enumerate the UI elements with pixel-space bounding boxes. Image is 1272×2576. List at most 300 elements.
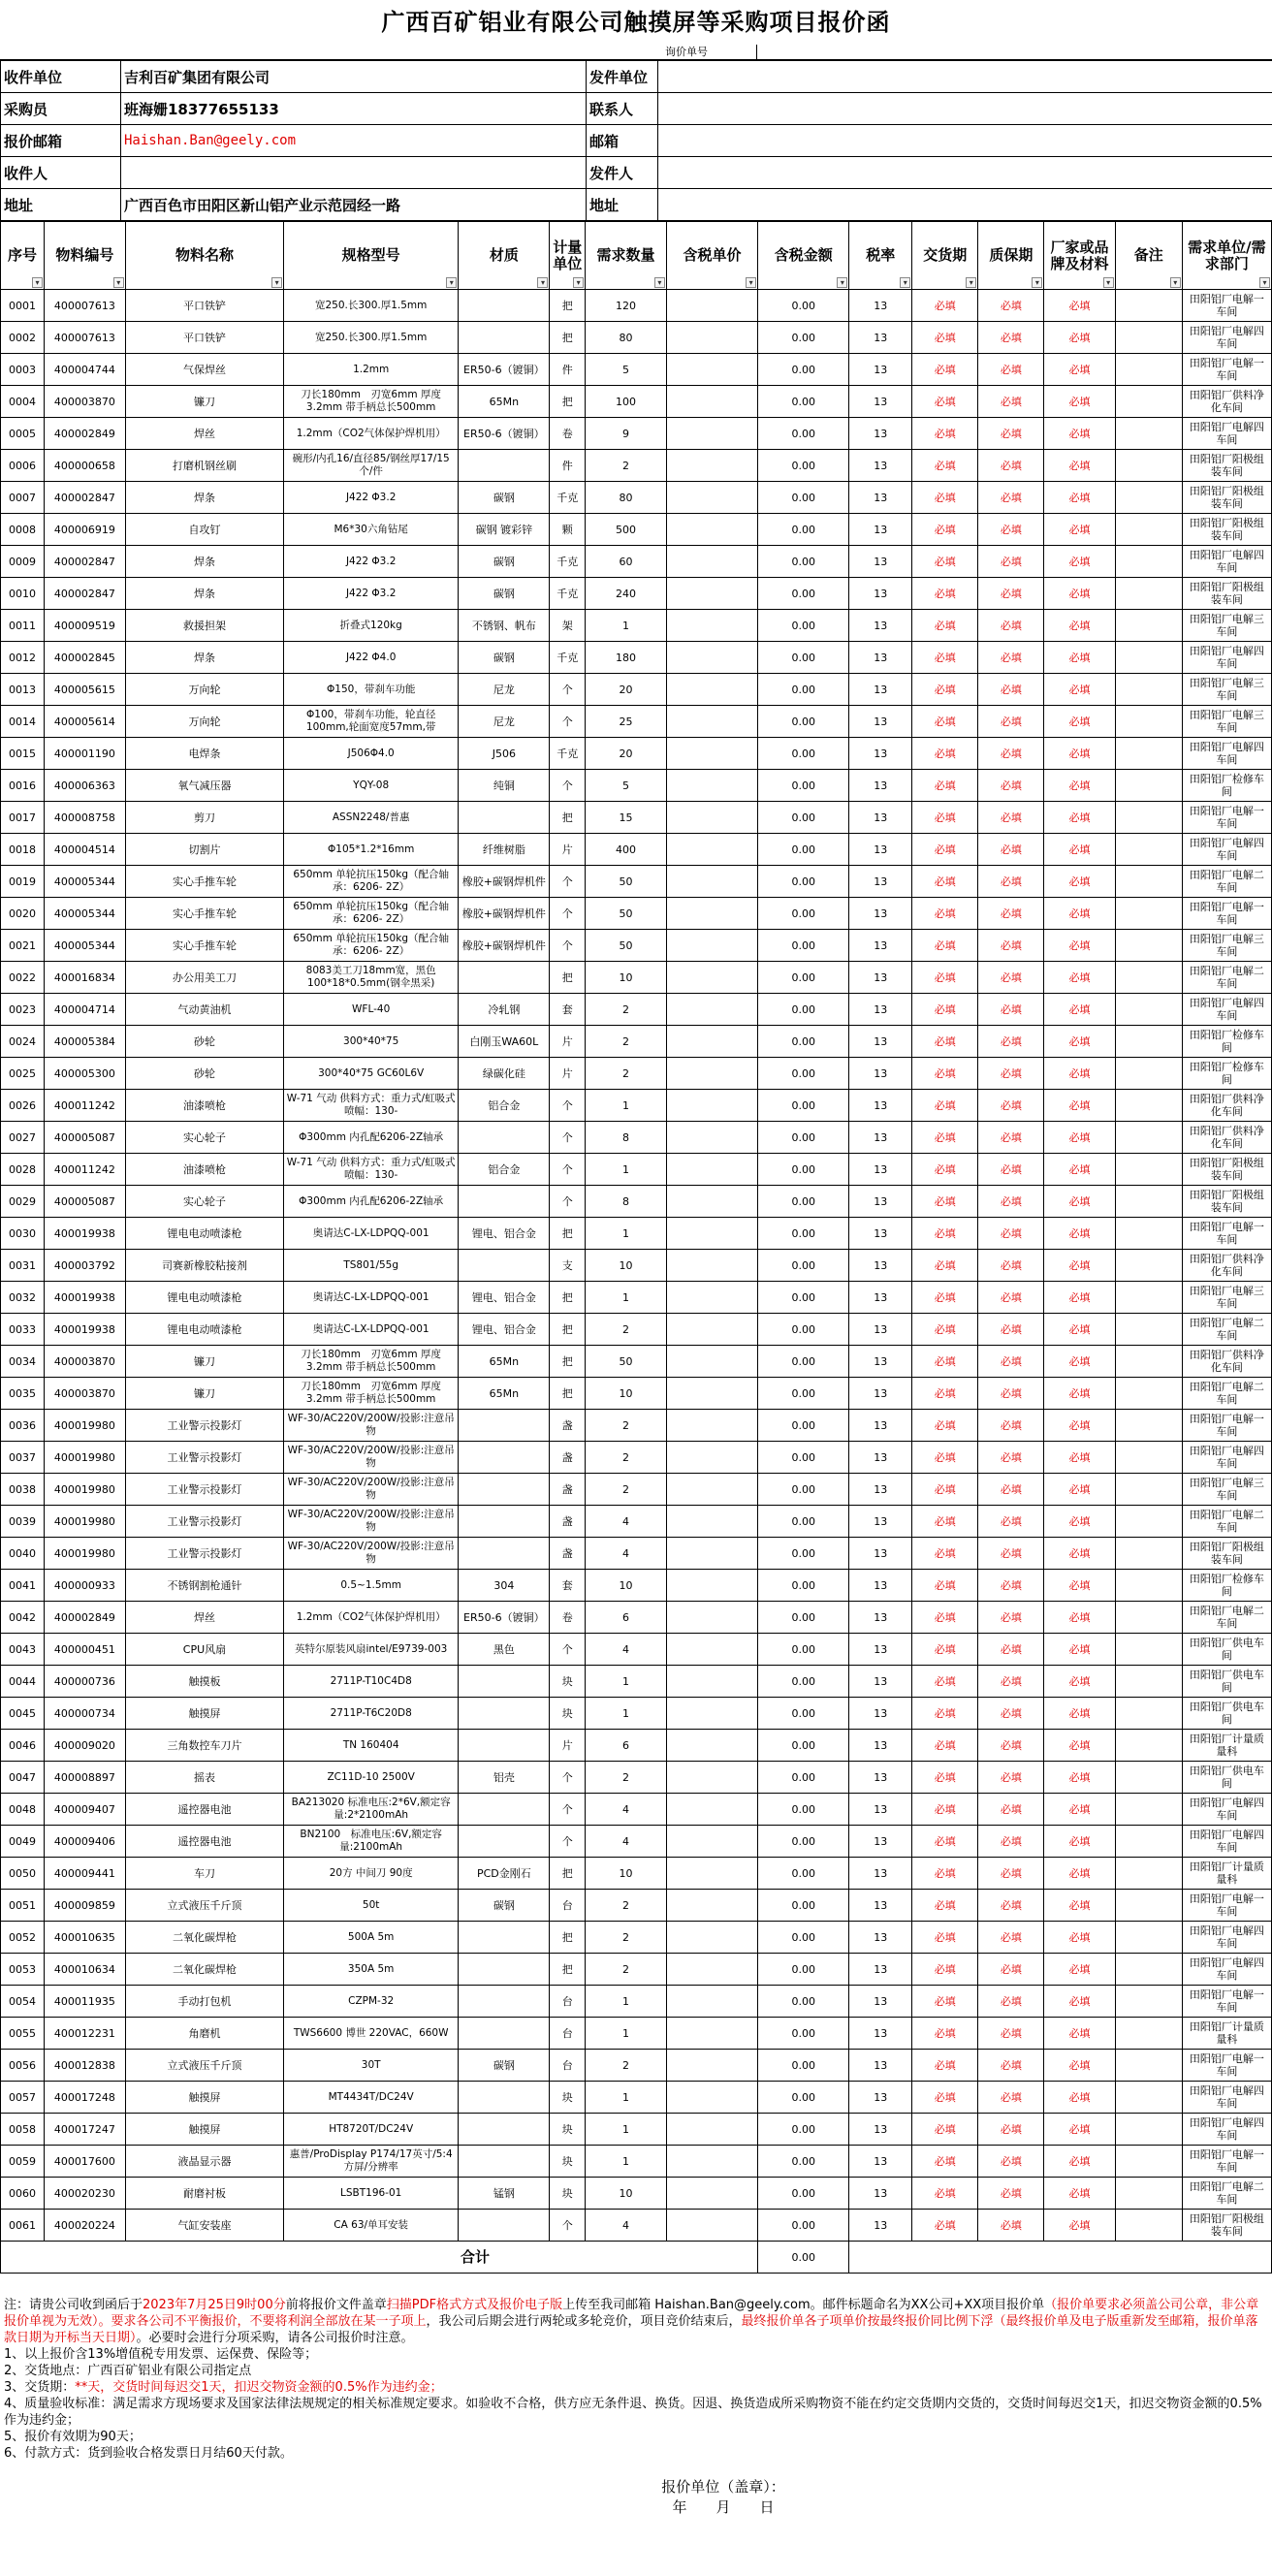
delivery-cell[interactable]: 必填	[912, 2210, 978, 2242]
unit-price-cell[interactable]	[666, 1410, 757, 1442]
filter-dropdown-icon[interactable]: ▾	[573, 277, 584, 288]
warranty-cell[interactable]: 必填	[978, 674, 1044, 706]
brand-cell[interactable]: 必填	[1044, 1634, 1115, 1666]
warranty-cell[interactable]: 必填	[978, 2114, 1044, 2146]
delivery-cell[interactable]: 必填	[912, 418, 978, 450]
filter-dropdown-icon[interactable]: ▾	[1259, 277, 1270, 288]
delivery-cell[interactable]: 必填	[912, 578, 978, 610]
unit-price-cell[interactable]	[666, 1058, 757, 1090]
delivery-cell[interactable]: 必填	[912, 674, 978, 706]
unit-price-cell[interactable]	[666, 1954, 757, 1986]
delivery-cell[interactable]: 必填	[912, 1378, 978, 1410]
brand-cell[interactable]: 必填	[1044, 1122, 1115, 1154]
remark-cell[interactable]	[1115, 546, 1182, 578]
warranty-cell[interactable]: 必填	[978, 418, 1044, 450]
remark-cell[interactable]	[1115, 610, 1182, 642]
remark-cell[interactable]	[1115, 1026, 1182, 1058]
remark-cell[interactable]	[1115, 866, 1182, 898]
remark-cell[interactable]	[1115, 2018, 1182, 2050]
delivery-cell[interactable]: 必填	[912, 802, 978, 834]
brand-cell[interactable]: 必填	[1044, 610, 1115, 642]
warranty-cell[interactable]: 必填	[978, 1346, 1044, 1378]
warranty-cell[interactable]: 必填	[978, 1890, 1044, 1922]
remark-cell[interactable]	[1115, 898, 1182, 930]
unit-price-cell[interactable]	[666, 1602, 757, 1634]
unit-price-cell[interactable]	[666, 642, 757, 674]
warranty-cell[interactable]: 必填	[978, 1730, 1044, 1762]
delivery-cell[interactable]: 必填	[912, 322, 978, 354]
brand-cell[interactable]: 必填	[1044, 1602, 1115, 1634]
remark-cell[interactable]	[1115, 1410, 1182, 1442]
delivery-cell[interactable]: 必填	[912, 1122, 978, 1154]
brand-cell[interactable]: 必填	[1044, 802, 1115, 834]
brand-cell[interactable]: 必填	[1044, 1314, 1115, 1346]
remark-cell[interactable]	[1115, 1314, 1182, 1346]
remark-cell[interactable]	[1115, 1922, 1182, 1954]
remark-cell[interactable]	[1115, 1474, 1182, 1506]
remark-cell[interactable]	[1115, 1794, 1182, 1826]
unit-price-cell[interactable]	[666, 1570, 757, 1602]
remark-cell[interactable]	[1115, 386, 1182, 418]
filter-dropdown-icon[interactable]: ▾	[654, 277, 665, 288]
delivery-cell[interactable]: 必填	[912, 1858, 978, 1890]
warranty-cell[interactable]: 必填	[978, 642, 1044, 674]
brand-cell[interactable]: 必填	[1044, 1666, 1115, 1698]
unit-price-cell[interactable]	[666, 1090, 757, 1122]
delivery-cell[interactable]: 必填	[912, 1346, 978, 1378]
unit-price-cell[interactable]	[666, 450, 757, 482]
delivery-cell[interactable]: 必填	[912, 1506, 978, 1538]
brand-cell[interactable]: 必填	[1044, 1282, 1115, 1314]
delivery-cell[interactable]: 必填	[912, 1922, 978, 1954]
brand-cell[interactable]: 必填	[1044, 1570, 1115, 1602]
brand-cell[interactable]: 必填	[1044, 1538, 1115, 1570]
delivery-cell[interactable]: 必填	[912, 482, 978, 514]
brand-cell[interactable]: 必填	[1044, 1698, 1115, 1730]
remark-cell[interactable]	[1115, 1634, 1182, 1666]
remark-cell[interactable]	[1115, 1762, 1182, 1794]
unit-price-cell[interactable]	[666, 418, 757, 450]
delivery-cell[interactable]: 必填	[912, 1634, 978, 1666]
remark-cell[interactable]	[1115, 2210, 1182, 2242]
brand-cell[interactable]: 必填	[1044, 1506, 1115, 1538]
remark-cell[interactable]	[1115, 1058, 1182, 1090]
brand-cell[interactable]: 必填	[1044, 290, 1115, 322]
remark-cell[interactable]	[1115, 1250, 1182, 1282]
brand-cell[interactable]: 必填	[1044, 770, 1115, 802]
column-header[interactable]	[1, 222, 45, 290]
unit-price-cell[interactable]	[666, 866, 757, 898]
unit-price-cell[interactable]	[666, 1922, 757, 1954]
warranty-cell[interactable]: 必填	[978, 962, 1044, 994]
warranty-cell[interactable]: 必填	[978, 578, 1044, 610]
unit-price-cell[interactable]	[666, 706, 757, 738]
unit-price-cell[interactable]	[666, 514, 757, 546]
remark-cell[interactable]	[1115, 2178, 1182, 2210]
remark-cell[interactable]	[1115, 1570, 1182, 1602]
delivery-cell[interactable]: 必填	[912, 994, 978, 1026]
column-header[interactable]	[1182, 222, 1271, 290]
remark-cell[interactable]	[1115, 802, 1182, 834]
delivery-cell[interactable]: 必填	[912, 2114, 978, 2146]
unit-price-cell[interactable]	[666, 802, 757, 834]
unit-price-cell[interactable]	[666, 1282, 757, 1314]
filter-dropdown-icon[interactable]: ▾	[446, 277, 457, 288]
brand-cell[interactable]: 必填	[1044, 1762, 1115, 1794]
delivery-cell[interactable]: 必填	[912, 1186, 978, 1218]
unit-price-cell[interactable]	[666, 2146, 757, 2178]
delivery-cell[interactable]: 必填	[912, 1730, 978, 1762]
delivery-cell[interactable]: 必填	[912, 450, 978, 482]
delivery-cell[interactable]: 必填	[912, 1954, 978, 1986]
unit-price-cell[interactable]	[666, 834, 757, 866]
brand-cell[interactable]: 必填	[1044, 418, 1115, 450]
unit-price-cell[interactable]	[666, 354, 757, 386]
remark-cell[interactable]	[1115, 2114, 1182, 2146]
brand-cell[interactable]: 必填	[1044, 1922, 1115, 1954]
sender-value[interactable]	[658, 157, 1272, 189]
filter-dropdown-icon[interactable]: ▾	[1032, 277, 1042, 288]
unit-price-cell[interactable]	[666, 994, 757, 1026]
delivery-cell[interactable]: 必填	[912, 1282, 978, 1314]
warranty-cell[interactable]: 必填	[978, 1186, 1044, 1218]
warranty-cell[interactable]: 必填	[978, 1314, 1044, 1346]
remark-cell[interactable]	[1115, 1698, 1182, 1730]
delivery-cell[interactable]: 必填	[912, 514, 978, 546]
warranty-cell[interactable]: 必填	[978, 1218, 1044, 1250]
remark-cell[interactable]	[1115, 1218, 1182, 1250]
brand-cell[interactable]: 必填	[1044, 674, 1115, 706]
remark-cell[interactable]	[1115, 1122, 1182, 1154]
column-header[interactable]	[912, 222, 978, 290]
remark-cell[interactable]	[1115, 322, 1182, 354]
unit-price-cell[interactable]	[666, 1346, 757, 1378]
column-header[interactable]	[1044, 222, 1115, 290]
remark-cell[interactable]	[1115, 994, 1182, 1026]
brand-cell[interactable]: 必填	[1044, 1090, 1115, 1122]
warranty-cell[interactable]: 必填	[978, 354, 1044, 386]
column-header[interactable]	[284, 222, 459, 290]
warranty-cell[interactable]: 必填	[978, 450, 1044, 482]
warranty-cell[interactable]: 必填	[978, 610, 1044, 642]
delivery-cell[interactable]: 必填	[912, 2082, 978, 2114]
remark-cell[interactable]	[1115, 418, 1182, 450]
brand-cell[interactable]: 必填	[1044, 1986, 1115, 2018]
warranty-cell[interactable]: 必填	[978, 1762, 1044, 1794]
remark-cell[interactable]	[1115, 1730, 1182, 1762]
filter-dropdown-icon[interactable]: ▾	[537, 277, 548, 288]
remark-cell[interactable]	[1115, 1090, 1182, 1122]
brand-cell[interactable]: 必填	[1044, 1730, 1115, 1762]
unit-price-cell[interactable]	[666, 1378, 757, 1410]
brand-cell[interactable]: 必填	[1044, 866, 1115, 898]
column-header[interactable]	[45, 222, 126, 290]
delivery-cell[interactable]: 必填	[912, 1794, 978, 1826]
unit-price-cell[interactable]	[666, 2050, 757, 2082]
column-header[interactable]	[849, 222, 912, 290]
contact-value[interactable]	[658, 93, 1272, 125]
delivery-cell[interactable]: 必填	[912, 1026, 978, 1058]
warranty-cell[interactable]: 必填	[978, 706, 1044, 738]
warranty-cell[interactable]: 必填	[978, 1090, 1044, 1122]
warranty-cell[interactable]: 必填	[978, 1602, 1044, 1634]
unit-price-cell[interactable]	[666, 1986, 757, 2018]
unit-price-cell[interactable]	[666, 1186, 757, 1218]
filter-dropdown-icon[interactable]: ▾	[32, 277, 43, 288]
warranty-cell[interactable]: 必填	[978, 802, 1044, 834]
unit-price-cell[interactable]	[666, 898, 757, 930]
column-header[interactable]	[758, 222, 849, 290]
brand-cell[interactable]: 必填	[1044, 546, 1115, 578]
warranty-cell[interactable]: 必填	[978, 1474, 1044, 1506]
remark-cell[interactable]	[1115, 1442, 1182, 1474]
warranty-cell[interactable]: 必填	[978, 2146, 1044, 2178]
brand-cell[interactable]: 必填	[1044, 1026, 1115, 1058]
remark-cell[interactable]	[1115, 1858, 1182, 1890]
warranty-cell[interactable]: 必填	[978, 322, 1044, 354]
remark-cell[interactable]	[1115, 1602, 1182, 1634]
brand-cell[interactable]: 必填	[1044, 930, 1115, 962]
remark-cell[interactable]	[1115, 674, 1182, 706]
delivery-cell[interactable]: 必填	[912, 1218, 978, 1250]
warranty-cell[interactable]: 必填	[978, 1026, 1044, 1058]
column-header[interactable]	[1115, 222, 1182, 290]
brand-cell[interactable]: 必填	[1044, 482, 1115, 514]
unit-price-cell[interactable]	[666, 1122, 757, 1154]
delivery-cell[interactable]: 必填	[912, 1890, 978, 1922]
unit-price-cell[interactable]	[666, 738, 757, 770]
filter-dropdown-icon[interactable]: ▾	[746, 277, 756, 288]
warranty-cell[interactable]: 必填	[978, 738, 1044, 770]
address-value[interactable]: 广西百色市田阳区新山铝产业示范园经一路	[121, 189, 587, 221]
brand-cell[interactable]: 必填	[1044, 642, 1115, 674]
remark-cell[interactable]	[1115, 482, 1182, 514]
delivery-cell[interactable]: 必填	[912, 930, 978, 962]
warranty-cell[interactable]: 必填	[978, 2018, 1044, 2050]
unit-price-cell[interactable]	[666, 962, 757, 994]
buyer-value[interactable]: 班海姗18377655133	[121, 93, 587, 125]
warranty-cell[interactable]: 必填	[978, 898, 1044, 930]
unit-price-cell[interactable]	[666, 482, 757, 514]
column-header[interactable]	[550, 222, 586, 290]
column-header[interactable]	[978, 222, 1044, 290]
unit-price-cell[interactable]	[666, 1698, 757, 1730]
remark-cell[interactable]	[1115, 1954, 1182, 1986]
receiver-value[interactable]	[121, 157, 587, 189]
delivery-cell[interactable]: 必填	[912, 706, 978, 738]
mailbox-value[interactable]	[658, 125, 1272, 157]
unit-price-cell[interactable]	[666, 2082, 757, 2114]
brand-cell[interactable]: 必填	[1044, 2210, 1115, 2242]
remark-cell[interactable]	[1115, 1826, 1182, 1858]
warranty-cell[interactable]: 必填	[978, 546, 1044, 578]
warranty-cell[interactable]: 必填	[978, 1794, 1044, 1826]
column-header[interactable]	[666, 222, 757, 290]
unit-price-cell[interactable]	[666, 1474, 757, 1506]
brand-cell[interactable]: 必填	[1044, 1250, 1115, 1282]
warranty-cell[interactable]: 必填	[978, 2082, 1044, 2114]
filter-dropdown-icon[interactable]: ▾	[271, 277, 282, 288]
quote-number-field[interactable]	[756, 45, 1272, 59]
remark-cell[interactable]	[1115, 1282, 1182, 1314]
warranty-cell[interactable]: 必填	[978, 1858, 1044, 1890]
warranty-cell[interactable]: 必填	[978, 1698, 1044, 1730]
delivery-cell[interactable]: 必填	[912, 1474, 978, 1506]
warranty-cell[interactable]: 必填	[978, 386, 1044, 418]
brand-cell[interactable]: 必填	[1044, 706, 1115, 738]
delivery-cell[interactable]: 必填	[912, 1154, 978, 1186]
unit-price-cell[interactable]	[666, 1794, 757, 1826]
remark-cell[interactable]	[1115, 1346, 1182, 1378]
remark-cell[interactable]	[1115, 1154, 1182, 1186]
unit-price-cell[interactable]	[666, 1506, 757, 1538]
brand-cell[interactable]: 必填	[1044, 514, 1115, 546]
brand-cell[interactable]: 必填	[1044, 1442, 1115, 1474]
warranty-cell[interactable]: 必填	[978, 1058, 1044, 1090]
warranty-cell[interactable]: 必填	[978, 482, 1044, 514]
unit-price-cell[interactable]	[666, 1634, 757, 1666]
delivery-cell[interactable]: 必填	[912, 866, 978, 898]
delivery-cell[interactable]: 必填	[912, 2178, 978, 2210]
unit-price-cell[interactable]	[666, 1314, 757, 1346]
delivery-cell[interactable]: 必填	[912, 1666, 978, 1698]
delivery-cell[interactable]: 必填	[912, 1314, 978, 1346]
delivery-cell[interactable]: 必填	[912, 1058, 978, 1090]
unit-price-cell[interactable]	[666, 1154, 757, 1186]
remark-cell[interactable]	[1115, 2146, 1182, 2178]
delivery-cell[interactable]: 必填	[912, 1410, 978, 1442]
warranty-cell[interactable]: 必填	[978, 2050, 1044, 2082]
warranty-cell[interactable]: 必填	[978, 1634, 1044, 1666]
warranty-cell[interactable]: 必填	[978, 834, 1044, 866]
unit-price-cell[interactable]	[666, 1218, 757, 1250]
warranty-cell[interactable]: 必填	[978, 2210, 1044, 2242]
brand-cell[interactable]: 必填	[1044, 450, 1115, 482]
warranty-cell[interactable]: 必填	[978, 770, 1044, 802]
unit-price-cell[interactable]	[666, 2210, 757, 2242]
brand-cell[interactable]: 必填	[1044, 322, 1115, 354]
unit-price-cell[interactable]	[666, 1890, 757, 1922]
brand-cell[interactable]: 必填	[1044, 1954, 1115, 1986]
brand-cell[interactable]: 必填	[1044, 354, 1115, 386]
warranty-cell[interactable]: 必填	[978, 930, 1044, 962]
delivery-cell[interactable]: 必填	[912, 642, 978, 674]
brand-cell[interactable]: 必填	[1044, 898, 1115, 930]
unit-price-cell[interactable]	[666, 1762, 757, 1794]
unit-price-cell[interactable]	[666, 610, 757, 642]
delivery-cell[interactable]: 必填	[912, 1090, 978, 1122]
warranty-cell[interactable]: 必填	[978, 1506, 1044, 1538]
warranty-cell[interactable]: 必填	[978, 1826, 1044, 1858]
brand-cell[interactable]: 必填	[1044, 1218, 1115, 1250]
unit-price-cell[interactable]	[666, 2178, 757, 2210]
warranty-cell[interactable]: 必填	[978, 1986, 1044, 2018]
warranty-cell[interactable]: 必填	[978, 1922, 1044, 1954]
column-header[interactable]	[586, 222, 667, 290]
brand-cell[interactable]: 必填	[1044, 578, 1115, 610]
delivery-cell[interactable]: 必填	[912, 962, 978, 994]
brand-cell[interactable]: 必填	[1044, 1858, 1115, 1890]
delivery-cell[interactable]: 必填	[912, 610, 978, 642]
brand-cell[interactable]: 必填	[1044, 2114, 1115, 2146]
brand-cell[interactable]: 必填	[1044, 1346, 1115, 1378]
delivery-cell[interactable]: 必填	[912, 2018, 978, 2050]
brand-cell[interactable]: 必填	[1044, 1378, 1115, 1410]
column-header[interactable]	[125, 222, 283, 290]
warranty-cell[interactable]: 必填	[978, 514, 1044, 546]
remark-cell[interactable]	[1115, 930, 1182, 962]
sender-unit-value[interactable]	[658, 61, 1272, 93]
receiver-unit-value[interactable]: 吉利百矿集团有限公司	[121, 61, 587, 93]
delivery-cell[interactable]: 必填	[912, 2146, 978, 2178]
brand-cell[interactable]: 必填	[1044, 1154, 1115, 1186]
brand-cell[interactable]: 必填	[1044, 2018, 1115, 2050]
unit-price-cell[interactable]	[666, 2018, 757, 2050]
remark-cell[interactable]	[1115, 738, 1182, 770]
brand-cell[interactable]: 必填	[1044, 1058, 1115, 1090]
brand-cell[interactable]: 必填	[1044, 962, 1115, 994]
unit-price-cell[interactable]	[666, 322, 757, 354]
delivery-cell[interactable]: 必填	[912, 546, 978, 578]
brand-cell[interactable]: 必填	[1044, 1890, 1115, 1922]
warranty-cell[interactable]: 必填	[978, 2178, 1044, 2210]
remark-cell[interactable]	[1115, 834, 1182, 866]
warranty-cell[interactable]: 必填	[978, 1954, 1044, 1986]
brand-cell[interactable]: 必填	[1044, 1186, 1115, 1218]
remark-cell[interactable]	[1115, 1186, 1182, 1218]
brand-cell[interactable]: 必填	[1044, 1474, 1115, 1506]
remark-cell[interactable]	[1115, 2050, 1182, 2082]
warranty-cell[interactable]: 必填	[978, 1282, 1044, 1314]
warranty-cell[interactable]: 必填	[978, 866, 1044, 898]
column-header[interactable]	[459, 222, 550, 290]
remark-cell[interactable]	[1115, 1666, 1182, 1698]
filter-dropdown-icon[interactable]: ▾	[113, 277, 124, 288]
delivery-cell[interactable]: 必填	[912, 1602, 978, 1634]
remark-cell[interactable]	[1115, 578, 1182, 610]
unit-price-cell[interactable]	[666, 1026, 757, 1058]
address2-value[interactable]	[658, 189, 1272, 221]
filter-dropdown-icon[interactable]: ▾	[837, 277, 847, 288]
remark-cell[interactable]	[1115, 290, 1182, 322]
delivery-cell[interactable]: 必填	[912, 290, 978, 322]
unit-price-cell[interactable]	[666, 2114, 757, 2146]
remark-cell[interactable]	[1115, 450, 1182, 482]
unit-price-cell[interactable]	[666, 1858, 757, 1890]
brand-cell[interactable]: 必填	[1044, 2178, 1115, 2210]
filter-dropdown-icon[interactable]: ▾	[966, 277, 976, 288]
warranty-cell[interactable]: 必填	[978, 290, 1044, 322]
unit-price-cell[interactable]	[666, 930, 757, 962]
delivery-cell[interactable]: 必填	[912, 386, 978, 418]
delivery-cell[interactable]: 必填	[912, 834, 978, 866]
remark-cell[interactable]	[1115, 2082, 1182, 2114]
remark-cell[interactable]	[1115, 354, 1182, 386]
delivery-cell[interactable]: 必填	[912, 1986, 978, 2018]
delivery-cell[interactable]: 必填	[912, 1570, 978, 1602]
unit-price-cell[interactable]	[666, 290, 757, 322]
delivery-cell[interactable]: 必填	[912, 1538, 978, 1570]
remark-cell[interactable]	[1115, 514, 1182, 546]
warranty-cell[interactable]: 必填	[978, 1538, 1044, 1570]
unit-price-cell[interactable]	[666, 578, 757, 610]
delivery-cell[interactable]: 必填	[912, 1698, 978, 1730]
unit-price-cell[interactable]	[666, 674, 757, 706]
brand-cell[interactable]: 必填	[1044, 2082, 1115, 2114]
unit-price-cell[interactable]	[666, 1538, 757, 1570]
delivery-cell[interactable]: 必填	[912, 898, 978, 930]
delivery-cell[interactable]: 必填	[912, 2050, 978, 2082]
